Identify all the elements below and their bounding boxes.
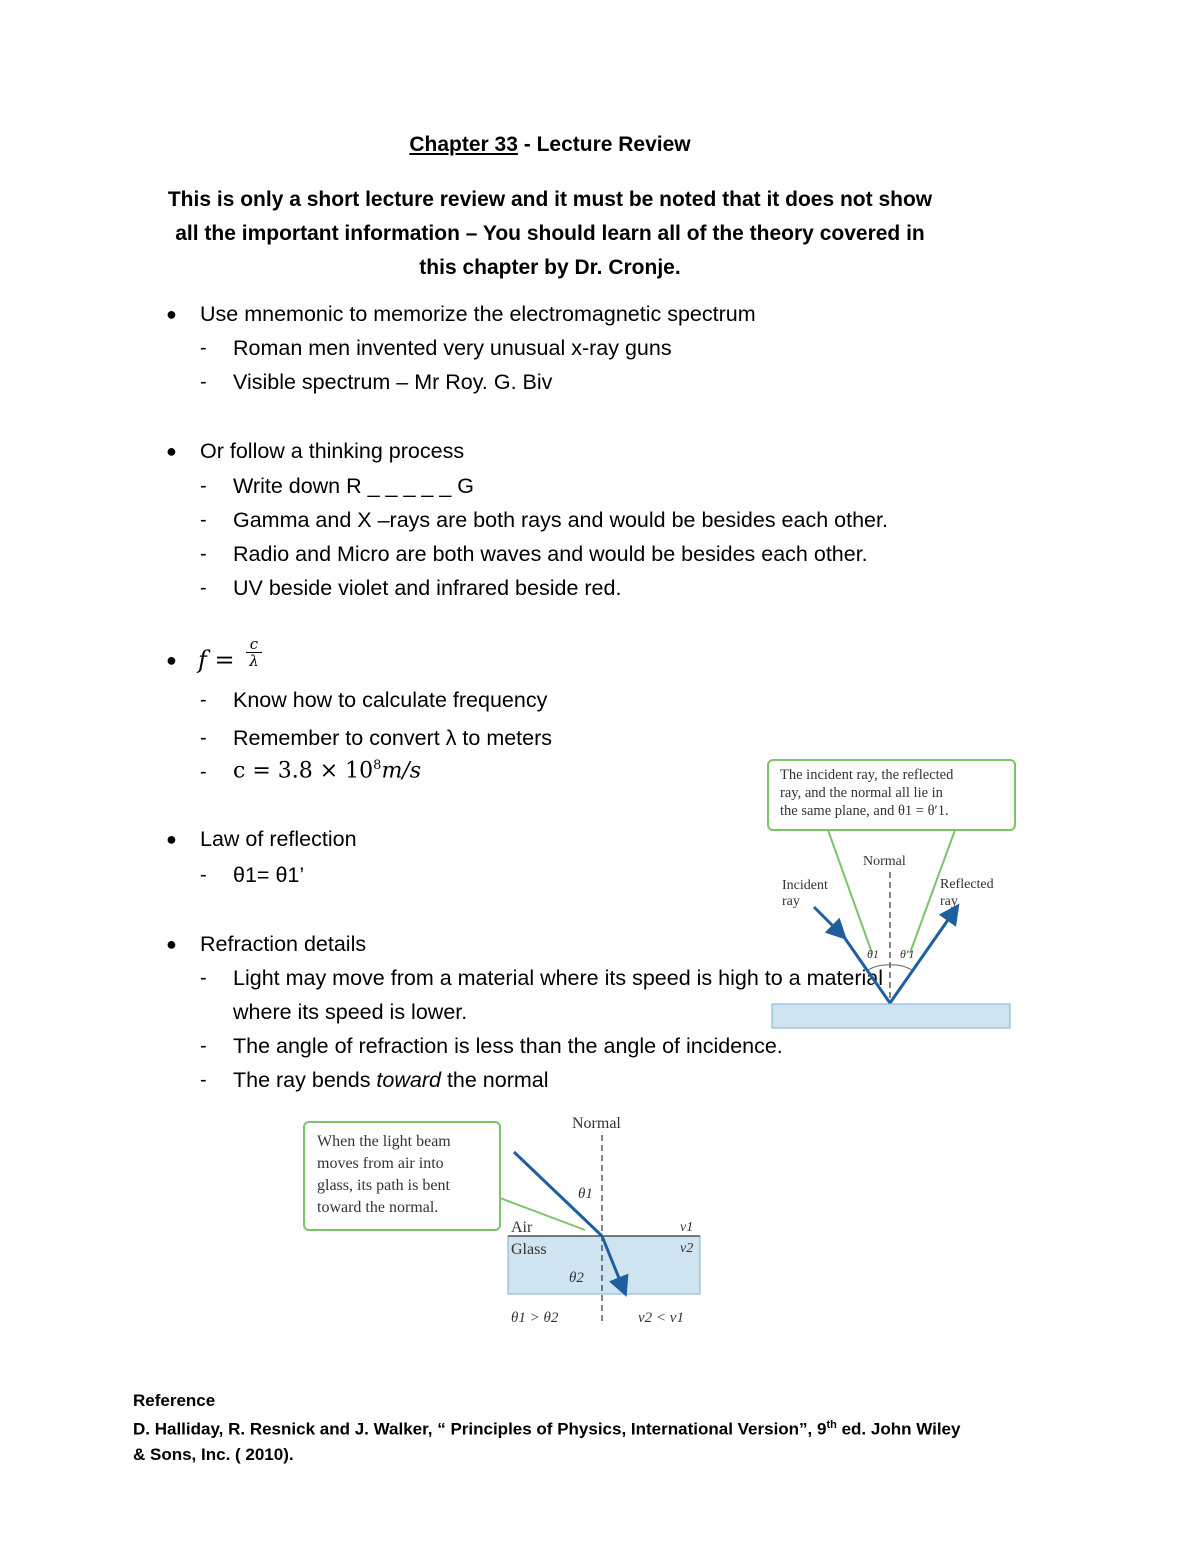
thinking-heading: Or follow a thinking process xyxy=(200,439,465,463)
thinking-item-4: UV beside violet and infrared beside red. xyxy=(233,576,622,600)
dash-icon: - xyxy=(200,475,207,497)
refraction-item-3-end: the normal xyxy=(440,1068,549,1092)
refraction-item-3 xyxy=(233,1068,549,1093)
refraction-emphasis: toward xyxy=(376,1068,441,1092)
theta1-prime-label: θ′1 xyxy=(900,947,915,961)
glass-label: Glass xyxy=(511,1241,547,1258)
dash-icon: - xyxy=(200,371,207,393)
speed-formula-exponent: 8 xyxy=(373,758,382,773)
intro-paragraph xyxy=(120,183,980,285)
angle-relation: θ1 > θ2 xyxy=(511,1310,559,1326)
refraction-heading: Refraction details xyxy=(200,932,367,956)
speed-of-light-formula xyxy=(233,758,421,783)
incident-label-2: ray xyxy=(782,894,800,909)
thinking-item-2: Gamma and X –rays are both rays and would be besides each other. xyxy=(233,508,888,532)
frequency-formula-fraction xyxy=(246,636,262,669)
bullet-icon: ● xyxy=(166,650,177,670)
dash-icon: - xyxy=(200,967,207,989)
speed-formula-main: c = 3.8 × 10 xyxy=(233,758,374,784)
dash-icon: - xyxy=(200,543,207,565)
dash-icon: - xyxy=(200,727,207,749)
dash-icon: - xyxy=(200,577,207,599)
reference-line-1a: D. Halliday, R. Resnick and J. Walker, “ Principles of Physics, International Version”, 9 xyxy=(133,1419,827,1439)
reflected-label-2: ray xyxy=(940,894,958,909)
thinking-item-3: Radio and Micro are both waves and would be besides each other. xyxy=(233,542,868,566)
reflection-callout-line-3: the same plane, and θ1 = θ′1. xyxy=(780,803,949,819)
refraction-item-2: The angle of refraction is less than the angle of incidence. xyxy=(233,1034,783,1058)
frequency-item-2: Remember to convert λ to meters xyxy=(233,726,553,750)
bullet-icon: ● xyxy=(166,304,177,324)
page-title xyxy=(0,133,1100,157)
dash-icon: - xyxy=(200,864,207,886)
theta2-label: θ2 xyxy=(569,1270,584,1286)
dash-icon: - xyxy=(200,689,207,711)
reference-section xyxy=(133,1388,1133,1467)
reference-line-1 xyxy=(133,1413,1133,1442)
normal-label: Normal xyxy=(572,1115,621,1132)
refraction-item-1: Light may move from a material where its speed is high to a material xyxy=(233,966,884,990)
title-rest: - Lecture Review xyxy=(517,133,691,156)
spectrum-heading: Use mnemonic to memorize the electromagnetic spectrum xyxy=(200,302,756,326)
reflection-heading: Law of reflection xyxy=(200,827,357,851)
angle-arc xyxy=(890,965,912,970)
refraction-callout-line-2: moves from air into xyxy=(317,1155,444,1172)
normal-label: Normal xyxy=(863,854,906,869)
refraction-callout-line-4: toward the normal. xyxy=(317,1199,439,1216)
refraction-item-3-start: The ray bends xyxy=(233,1068,377,1092)
bullet-icon: ● xyxy=(166,441,177,461)
intro-line-2: all the important information – You should learn all of the theory covered in xyxy=(175,222,925,245)
frequency-formula-lhs: f = xyxy=(198,646,235,674)
dash-icon: - xyxy=(200,761,207,783)
intro-line-3: this chapter by Dr. Cronje. xyxy=(419,256,681,279)
frequency-item-1: Know how to calculate frequency xyxy=(233,688,548,712)
reflection-figure xyxy=(760,755,1020,1035)
theta1-label: θ1 xyxy=(867,947,879,961)
spectrum-item-2: Visible spectrum – Mr Roy. G. Biv xyxy=(233,370,553,394)
speed-formula-unit: m/s xyxy=(381,758,422,784)
refraction-figure xyxy=(300,1110,710,1335)
incident-label-1: Incident xyxy=(782,878,828,893)
dash-icon: - xyxy=(200,1035,207,1057)
fraction-denominator: λ xyxy=(249,652,259,670)
v2-label: v2 xyxy=(680,1241,694,1256)
refraction-item-1-cont: where its speed is lower. xyxy=(233,1000,468,1024)
spectrum-item-1: Roman men invented very unusual x-ray guns xyxy=(233,336,672,360)
angle-arc xyxy=(868,965,890,970)
reference-superscript: th xyxy=(826,1419,837,1431)
reflection-item: θ1= θ1’ xyxy=(233,863,305,887)
reflecting-surface xyxy=(772,1004,1010,1028)
incident-ray-arrow-icon xyxy=(814,907,844,937)
reference-line-1b: ed. John Wiley xyxy=(836,1419,961,1439)
dash-icon: - xyxy=(200,337,207,359)
air-label: Air xyxy=(511,1219,533,1236)
bullet-icon: ● xyxy=(166,934,177,954)
v1-label: v1 xyxy=(680,1220,694,1235)
thinking-item-1: Write down R _ _ _ _ _ G xyxy=(233,474,474,498)
refraction-callout-line-3: glass, its path is bent xyxy=(317,1177,450,1194)
reference-line-2: & Sons, Inc. ( 2010). xyxy=(133,1444,294,1464)
chapter-label: Chapter 33 xyxy=(409,133,518,156)
reference-heading: Reference xyxy=(133,1391,216,1410)
callout-pointer xyxy=(828,830,872,953)
bullet-icon: ● xyxy=(166,829,177,849)
theta1-label: θ1 xyxy=(578,1186,593,1202)
dash-icon: - xyxy=(200,509,207,531)
intro-line-1: This is only a short lecture review and it must be noted that it does not show xyxy=(167,188,933,211)
refraction-callout-line-1: When the light beam xyxy=(317,1133,451,1150)
reflected-label-1: Reflected xyxy=(940,877,994,892)
speed-relation: v2 < v1 xyxy=(638,1310,684,1326)
reflection-callout-line-2: ray, and the normal all lie in xyxy=(780,785,943,801)
reflection-callout-line-1: The incident ray, the reflected xyxy=(780,767,954,783)
dash-icon: - xyxy=(200,1069,207,1091)
fraction-numerator: c xyxy=(249,635,259,653)
